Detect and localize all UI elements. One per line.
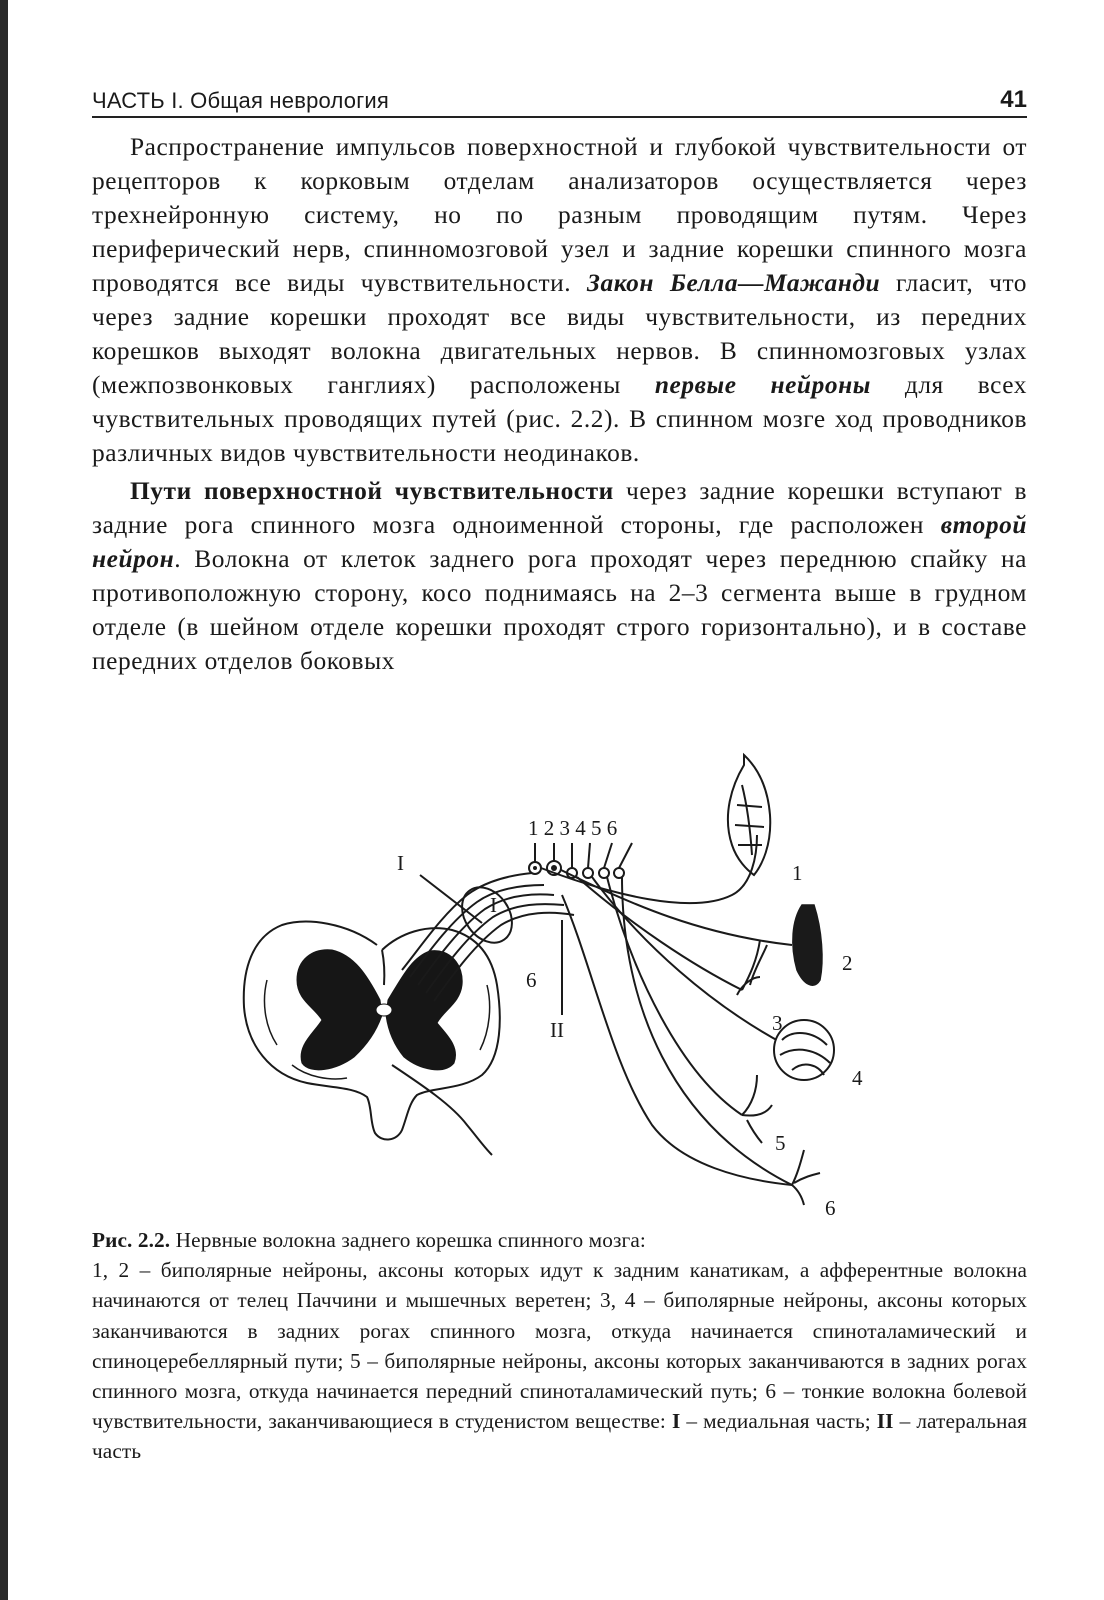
cell-6 — [614, 868, 624, 878]
receptor-label-6: 6 — [825, 1196, 836, 1220]
figure-2-2 — [92, 745, 1027, 1220]
book-page — [92, 80, 1028, 1464]
caption-text-run: 1, 2 – биполярные нейроны, аксоны которых идут к задним канатикам, а афферентные волокна начинаются от телец Паччини и мышечных веретен; 3, 4 – биполярные нейроны, аксоны которых заканчиваются в задних рогах спинного мозга, откуда начинается спиноталамический и спиноцеребеллярный пути; 5 – биполярные нейроны, аксоны которых заканчиваются в задних рогах спинного мозга, откуда начинается передний спиноталамический путь; 6 – тонкие волокна болевой чувствительности, заканчивающиеся в студенистом веществе: — [92, 1258, 1027, 1434]
receptor-4-pacinian — [774, 1020, 834, 1080]
figure-caption — [92, 1225, 1027, 1467]
paragraph-2 — [92, 474, 1027, 678]
running-header — [92, 80, 1027, 118]
text-run: . Волокна от клеток заднего рога проходят через переднюю спайку на противоположную сторону, косо поднимаясь на 2–3 сегмента выше в грудном отделе (в шейном отделе корешки проходят строго горизонтально), и в составе передних отделов боковых — [92, 545, 1027, 675]
peripheral-fiber-3 — [577, 877, 742, 990]
label-top-numbers: 1 2 3 4 5 6 — [528, 816, 618, 840]
receptor-label-5: 5 — [775, 1131, 786, 1155]
text-run: Распространение импульсов поверхностной и глубокой чувствительности от рецепторов к корковым отделам анализаторов осуществляется через трехнейронную систему, но по разным проводящим путям. Через периферический нерв, спинномозговой узел и задние корешки спинного мозга проводятся все виды чувствительности. — [92, 133, 1027, 297]
grey-matter-left — [297, 950, 382, 1070]
text-run: для всех чувствительных проводящих путей (рис. 2.2). В спинном мозге ход проводников различных видов чувствительности неодинаков. — [92, 371, 1027, 467]
central-canal-area — [376, 1004, 392, 1016]
grey-matter-right — [386, 951, 462, 1070]
label-I-outer: I — [397, 851, 404, 875]
receptor-2-tendon-organ — [793, 905, 822, 985]
bold-lead: Пути поверхностной чувствительности — [130, 477, 614, 505]
caption-mark-II: II — [876, 1409, 894, 1434]
caption-title: Нервные волокна заднего корешка спинного мозга: — [170, 1228, 646, 1252]
label-II: II — [550, 1018, 564, 1042]
peripheral-fiber-6 — [622, 877, 792, 1185]
receptor-5-free-endings — [742, 1075, 772, 1143]
receptor-label-4: 4 — [852, 1066, 863, 1090]
caption-text-run: – медиальная часть; — [680, 1409, 877, 1434]
emphasis-second-neuron: второй нейрон — [92, 511, 1027, 573]
caption-lead — [92, 1225, 1027, 1255]
spinal-cord-diagram — [92, 745, 1027, 1220]
receptor-label-2: 2 — [842, 951, 853, 975]
cell-4 — [583, 868, 593, 878]
scan-edge — [0, 0, 8, 1600]
receptor-label-3: 3 — [772, 1011, 783, 1035]
caption-mark-I: I — [671, 1409, 681, 1434]
label-I-inner: I — [490, 893, 497, 917]
receptor-1-muscle-spindle — [728, 755, 770, 875]
cell-5 — [599, 868, 609, 878]
text-run: через задние корешки вступают в задние рога спинного мозга одноименной стороны, где расположен — [92, 477, 1028, 539]
receptor-label-1: 1 — [792, 861, 803, 885]
receptor-6-nociceptor — [792, 1150, 820, 1205]
emphasis-bell-magendie: Закон Белла—Мажанди — [586, 269, 881, 297]
text-run: гласит, что через задние корешки проходят все виды чувствительности, из передних корешков выходят волокна двигательных нервов. В спинномозговых узлах (межпозвонковых ганглиях) расположены — [92, 269, 1027, 399]
caption-description — [92, 1255, 1027, 1466]
page-number: 41 — [1000, 86, 1027, 113]
caption-text-run: – латеральная часть — [92, 1409, 1027, 1464]
dorsal-sulcus — [382, 950, 384, 985]
caption-label: Рис. 2.2. — [92, 1228, 171, 1252]
receptor-3 — [737, 940, 767, 995]
spinal-ganglion — [452, 878, 522, 952]
chapter-title: ЧАСТЬ I. Общая неврология — [92, 88, 390, 113]
paragraph-1 — [92, 130, 1027, 470]
body-text — [92, 130, 1027, 678]
label-6-inner: 6 — [526, 968, 537, 992]
emphasis-first-neurons: первые нейроны — [654, 371, 871, 399]
